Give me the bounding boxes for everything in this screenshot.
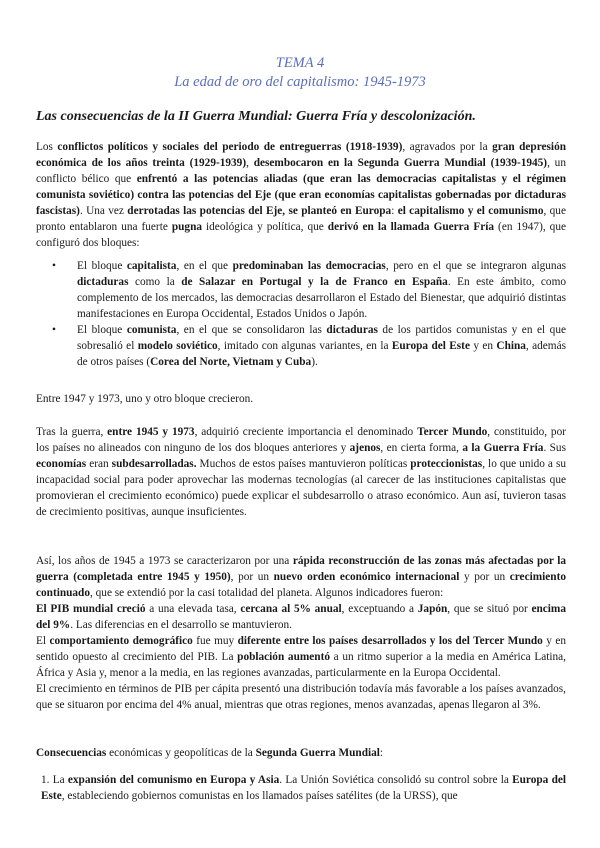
text-run: eran: [86, 458, 112, 470]
bold-run: dictaduras: [326, 324, 378, 336]
paragraph-consecuencias: [36, 745, 566, 761]
bold-run: Segunda Guerra Mundial: [255, 747, 380, 759]
text-run: , pero en el que se integraron algunas: [385, 260, 566, 272]
text-run: a un ritmo superior a la media en América Latina, África y Asia y, menor a la media, en las regiones avanzadas, particularmente en la Europa Occidental.: [36, 651, 566, 679]
tema-label: TEMA 4: [275, 55, 325, 71]
text-run: económicas y geopolíticas de la: [106, 747, 256, 759]
bold-run: proteccionistas: [410, 458, 483, 470]
bold-run: dictaduras: [77, 276, 129, 288]
bold-run: El PIB mundial creció: [36, 603, 146, 615]
text-run: Así, los años de 1945 a 1973 se caracterizaron por una: [36, 555, 293, 567]
list-item: [36, 322, 566, 370]
text-run: Entre 1947 y 1973, uno y otro bloque crecieron.: [36, 393, 254, 405]
paragraph-text: [36, 139, 566, 251]
bold-run: cercana al 5% anual: [240, 603, 342, 615]
bold-run: Corea del Norte, Vietnam y Cuba: [150, 356, 312, 368]
text-run: y por un: [459, 571, 510, 583]
bold-run: nuevo orden económico internacional: [273, 571, 460, 583]
text-run: (en 1947), que configuró dos bloques:: [36, 221, 566, 249]
text-run: , por un: [230, 571, 274, 583]
bold-run: rápida reconstrucción de las zonas más afectadas por la guerra (completada entre 1945 y 1950): [36, 555, 566, 583]
text-run: , constituido, por los países no alineados con ninguno de los dos bloques anteriores y: [36, 426, 566, 454]
bold-run: derivó en la llamada Guerra Fría: [327, 221, 495, 233]
paragraph-text: [36, 601, 566, 633]
text-run: de los partidos comunistas y en el que sobresalió el: [77, 324, 566, 352]
text-run: , en el que: [176, 260, 233, 272]
text-run: fue muy: [192, 635, 238, 647]
paragraph-text: [36, 681, 566, 713]
bold-run: comunista: [126, 324, 177, 336]
bold-run: expansión del comunismo en Europa y Asia: [67, 774, 280, 786]
text-run: ).: [311, 356, 318, 368]
section-title: Las consecuencias de la II Guerra Mundial: Guerra Fría y descolonización.: [36, 109, 476, 124]
bold-run: enfrentó a las potencias aliadas (que eran las democracias capitalistas y el régimen comunista soviético) contra las potencias del Eje (que eran economías capitalistas gobernadas por dictaduras fascistas): [36, 173, 566, 217]
bold-run: Europa del Este: [391, 340, 470, 352]
text-run: , además de otros países (: [77, 340, 566, 368]
text-run: , que se situó por: [447, 603, 532, 615]
bold-run: crecimiento continuado: [36, 571, 566, 599]
bold-run: comportamiento demográfico: [49, 635, 193, 647]
text-run: El: [36, 635, 50, 647]
text-run: , lo que unido a su incapacidad social para poder aprovechar las modernas tecnologías (al carecer de las instituciones capitalistas que promovieran el crecimiento económico) puede explicar el subdesarrollo o atraso económico. Aun así, tuvieron tasas de crecimiento positivas, aunque insuficientes.: [36, 458, 566, 518]
text-run: El bloque: [77, 260, 127, 272]
text-run: . En este ámbito, como complemento de los mercados, las democracias desarrollaron el Estado del Bienestar, que adquirió distintas manifestaciones en Europa Occidental, Estados Unidos o Japón.: [77, 276, 567, 320]
bloques-list: [36, 258, 566, 370]
text-run: Los: [36, 141, 58, 153]
bold-run: el capitalismo y el comunismo: [397, 205, 544, 217]
text-run: a una elevada tasa,: [145, 603, 241, 615]
bold-run: encima del 9%: [36, 603, 566, 631]
paragraph-text: [36, 424, 566, 520]
bold-run: desembocaron en la Segunda Guerra Mundial (1939-1945): [253, 157, 548, 169]
list-item: [36, 258, 566, 322]
bold-run: conflictos políticos y sociales del periodo de entreguerras (1918-1939): [57, 141, 403, 153]
text-run: . Una vez: [79, 205, 128, 217]
paragraph-text: [36, 745, 566, 761]
text-run: y en: [469, 340, 497, 352]
paragraph-text: [36, 553, 566, 601]
text-run: . Las diferencias en el desarrollo se mantuvieron.: [70, 619, 292, 631]
text-run: 1. La: [41, 774, 68, 786]
text-run: , que se extendió por la casi totalidad del planeta. Algunos indicadores fueron:: [90, 587, 444, 599]
text-run: Tras la guerra,: [36, 426, 108, 438]
bold-run: derrotadas las potencias del Eje, se planteó en Europa: [127, 205, 392, 217]
bold-run: predominaban las democracias: [232, 260, 386, 272]
bold-run: diferente entre los países desarrollados y los del Tercer Mundo: [237, 635, 543, 647]
bold-run: ajenos: [349, 442, 381, 454]
bold-run: subdesarrolladas.: [111, 458, 197, 470]
text-run: Muchos de estos países mantuvieron políticas: [196, 458, 411, 470]
paragraph-text: [36, 633, 566, 681]
text-run: . Sus: [543, 442, 566, 454]
bold-run: Europa del Este: [41, 774, 566, 802]
text-run: :: [391, 205, 398, 217]
text-run: , imitado con algunas variantes, en la: [217, 340, 392, 352]
bold-run: Japón: [417, 603, 448, 615]
text-run: El bloque: [77, 324, 127, 336]
text-run: El crecimiento en términos de PIB per cápita presentó una distribución todavía más favorable a los países avanzados, que se situaron por encima del 4% anual, mientras que otras regiones, menos avanzadas, apenas llegaron al 3%.: [36, 683, 566, 711]
text-run: como la: [128, 276, 182, 288]
bold-run: a la Guerra Fría: [462, 442, 544, 454]
bold-run: Consecuencias: [36, 747, 107, 759]
text-run: , exceptuando a: [341, 603, 418, 615]
bold-run: de Salazar en Portugal y la de Franco en España: [181, 276, 448, 288]
paragraph-text: [36, 391, 566, 407]
text-run: ideológica y política, que: [202, 221, 328, 233]
paragraph-indicators: [36, 553, 566, 713]
bold-run: pugna: [171, 221, 203, 233]
text-run: , un conflicto bélico que: [36, 157, 566, 185]
bold-run: población aumentó: [237, 651, 330, 663]
text-run: , en el que se consolidaron las: [176, 324, 327, 336]
bold-run: capitalista: [126, 260, 177, 272]
text-run: ,: [246, 157, 254, 169]
text-run: , que pronto entablaron una fuerte: [36, 205, 566, 233]
paragraph-intro: [36, 139, 566, 251]
paragraph-growth: [36, 391, 566, 407]
paragraph-tercer-mundo: [36, 424, 566, 520]
list-item: [36, 772, 566, 804]
bold-run: entre 1945 y 1973: [107, 426, 195, 438]
text-run: , estableciendo gobiernos comunistas en los llamados países satélites (de la URSS), que: [61, 790, 458, 802]
bold-run: economías: [36, 458, 87, 470]
text-run: , agravados por la: [402, 141, 493, 153]
text-run: :: [379, 747, 384, 759]
text-run: , adquirió creciente importancia el denominado: [194, 426, 418, 438]
text-run: . La Unión Soviética consolidó su control sobre la: [279, 774, 513, 786]
bold-run: gran depresión económica de los años treinta (1929-1939): [36, 141, 566, 169]
bold-run: modelo soviético: [137, 340, 218, 352]
bold-run: China: [496, 340, 526, 352]
text-run: y en sentido opuesto al crecimiento del PIB. La: [36, 635, 566, 663]
page-title: La edad de oro del capitalismo: 1945-1973: [174, 74, 426, 90]
text-run: , en cierta forma,: [380, 442, 463, 454]
consecuencias-list: [36, 772, 566, 804]
bold-run: Tercer Mundo: [417, 426, 488, 438]
